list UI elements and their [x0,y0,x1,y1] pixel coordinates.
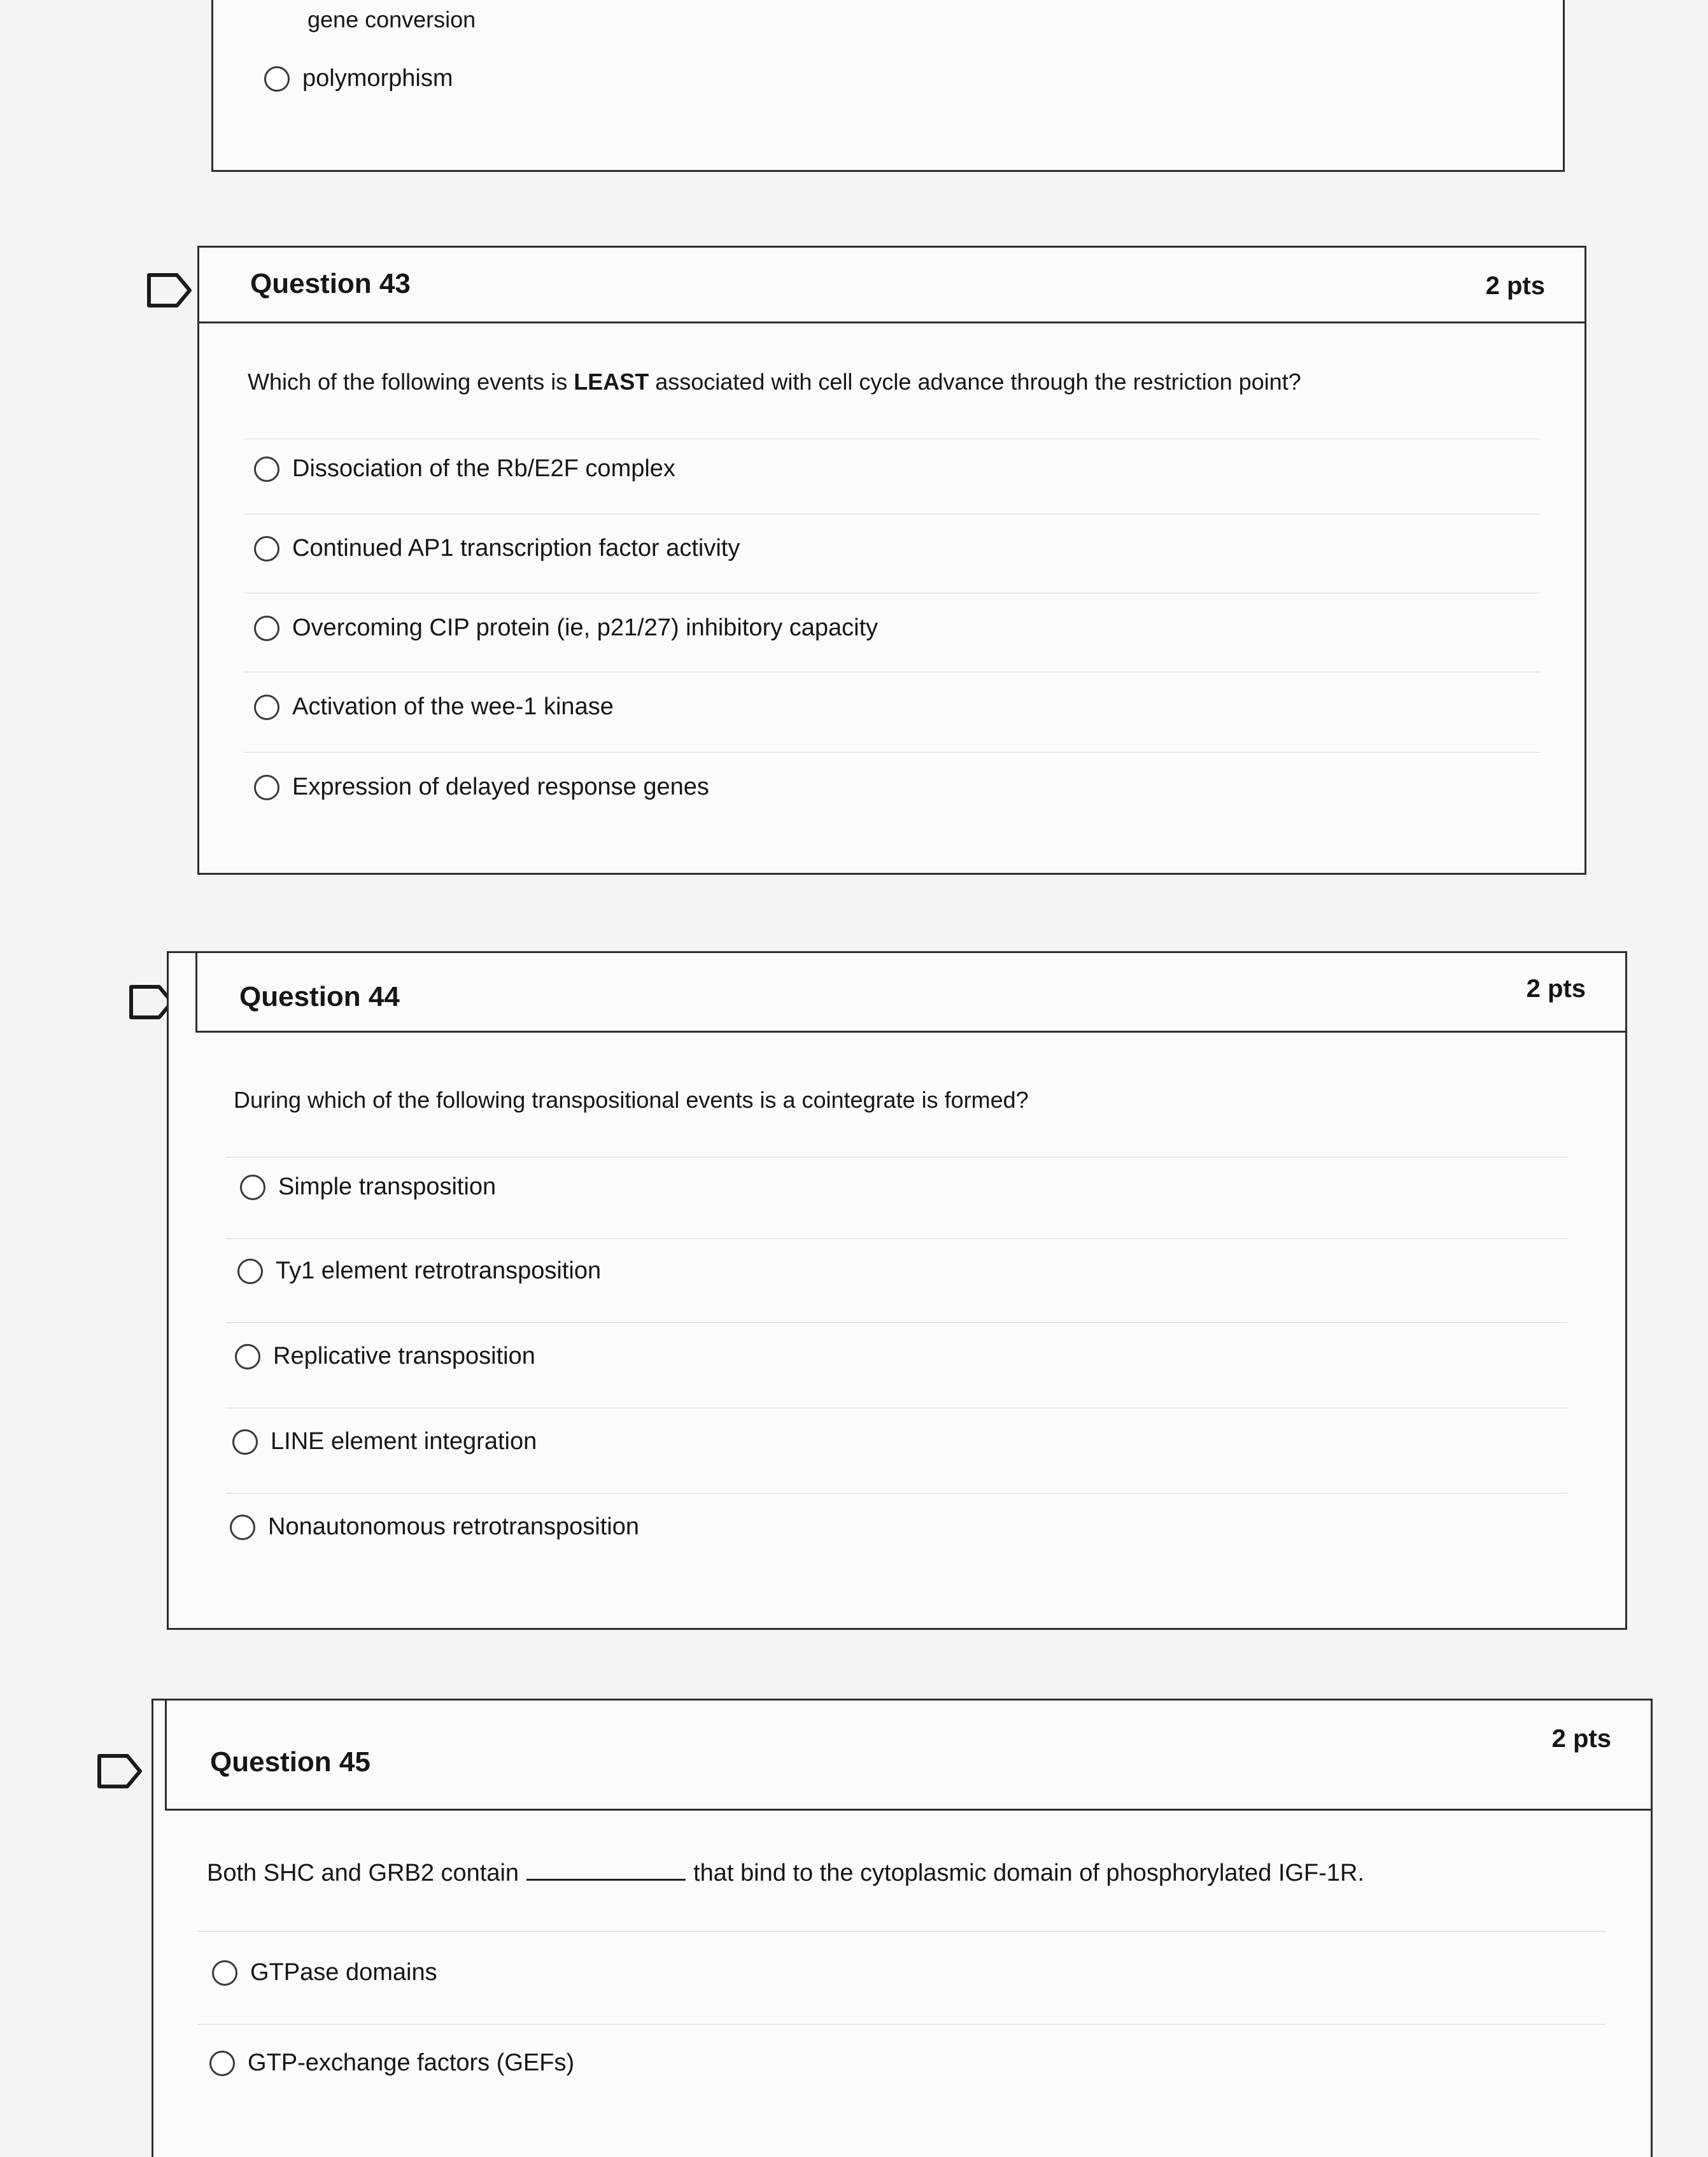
question-header [199,248,1584,323]
answer-option-label: Dissociation of the Rb/E2F complex [292,455,675,482]
divider [226,1322,1568,1323]
answer-option[interactable] [254,535,740,562]
radio-button[interactable] [212,1960,237,1986]
answer-option[interactable] [254,693,614,721]
emphasis-text: LEAST [574,369,649,395]
radio-button[interactable] [254,775,279,800]
answer-option-label: LINE element integration [271,1428,537,1455]
question-43-card [197,246,1586,875]
answer-option-label: Activation of the wee-1 kinase [292,693,614,720]
question-header [165,1701,1651,1811]
answer-option[interactable] [209,2049,574,2077]
radio-button[interactable] [232,1429,258,1455]
radio-button[interactable] [254,536,279,562]
answer-option-label: Overcoming CIP protein (ie, p21/27) inhibitory capacity [292,614,879,641]
answer-option-label: Replicative transposition [273,1343,535,1369]
divider [244,752,1540,753]
radio-button[interactable] [235,1344,260,1369]
radio-button[interactable] [209,2051,235,2076]
radio-button[interactable] [254,695,279,720]
answer-option-label: GTP-exchange factors (GEFs) [248,2049,575,2076]
radio-button[interactable] [264,66,290,92]
answer-option-label: Simple transposition [278,1173,497,1200]
answer-option-label: Nonautonomous retrotransposition [268,1513,640,1540]
radio-button[interactable] [230,1515,255,1540]
question-prompt: Which of the following events is LEAST associated with cell cycle advance through the restriction point? [248,369,1301,395]
radio-button[interactable] [240,1175,265,1200]
answer-option[interactable] [254,614,878,642]
question-44-card [167,951,1627,1630]
answer-option[interactable] [254,774,709,801]
divider [226,1238,1568,1239]
question-points: 2 pts [1526,975,1586,1003]
question-45-card [152,1699,1653,2157]
question-42-card [211,0,1565,172]
question-points: 2 pts [1485,272,1545,300]
flag-question-icon[interactable] [146,272,192,308]
radio-button[interactable] [254,456,279,482]
answer-option[interactable] [235,1343,535,1370]
answer-option-label: gene conversion [307,6,476,32]
divider [198,1931,1606,1932]
answer-option[interactable] [254,455,675,483]
radio-button[interactable] [237,1259,263,1284]
question-title: Question 44 [239,981,400,1012]
answer-option[interactable] [237,1257,601,1285]
answer-option-label: GTPase domains [250,1959,437,1986]
flag-question-icon[interactable] [97,1753,143,1789]
answer-option[interactable] [212,1959,437,1986]
question-header [195,953,1625,1033]
answer-option-label: Expression of delayed response genes [292,774,709,800]
answer-option[interactable] [240,1173,496,1201]
answer-option[interactable] [232,1428,537,1455]
answer-option[interactable] [230,1513,639,1541]
divider [198,2024,1606,2025]
question-points: 2 pts [1551,1725,1611,1753]
answer-option-label: Ty1 element retrotransposition [276,1257,602,1284]
fill-in-blank [526,1857,686,1881]
question-prompt: During which of the following transpositional events is a cointegrate is formed? [234,1087,1029,1113]
divider [226,1493,1568,1494]
question-prompt: Both SHC and GRB2 contain that bind to the cytoplasmic domain of phosphorylated IGF-1R. [207,1857,1364,1887]
question-title: Question 45 [210,1746,371,1778]
radio-button[interactable] [254,616,279,641]
question-title: Question 43 [250,268,411,299]
answer-option-label: Continued AP1 transcription factor activity [292,535,740,562]
answer-option-label: polymorphism [302,65,453,92]
answer-option[interactable] [264,65,453,92]
